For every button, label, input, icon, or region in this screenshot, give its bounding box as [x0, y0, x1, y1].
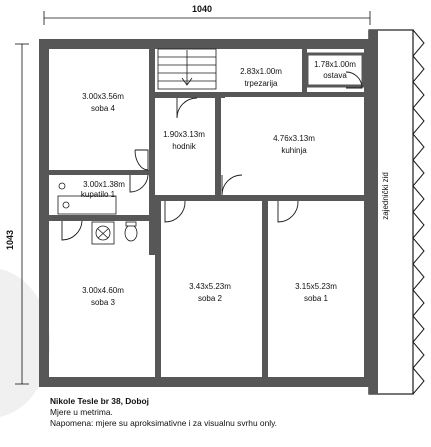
soba4-size: 3.00x3.56m [82, 92, 124, 101]
shared-wall-label: zajednički zid [381, 172, 390, 220]
soba2-size: 3.43x5.23m [189, 282, 231, 291]
room-kupatilo [81, 180, 125, 199]
soba2-name: soba 2 [197, 294, 223, 303]
hodnik-size: 1.90x3.13m [163, 130, 205, 139]
soba1-size: 3.15x5.23m [295, 282, 337, 291]
soba1-name: soba 1 [303, 294, 329, 303]
soba4-name: soba 4 [90, 104, 116, 113]
caption-note: Napomena: mjere su aproksimativne i za visualnu svrhu only. [50, 418, 278, 428]
room-ostava [314, 60, 356, 80]
caption-units: Mjere u metrima. [50, 407, 113, 417]
ostava-size: 1.78x1.00m [314, 60, 356, 69]
height-dimension-label: 1043 [5, 229, 15, 251]
trpezarija-size: 2.83x1.00m [240, 67, 282, 76]
room-soba3 [82, 286, 124, 307]
ostava-walls [307, 54, 363, 86]
kuhinja-name: kuhinja [281, 146, 307, 155]
kupatilo-size: 3.00x1.38m [83, 180, 125, 189]
soba3-name: soba 3 [90, 298, 116, 307]
hodnik-name: hodnik [172, 142, 196, 151]
caption-address: Nikole Tesle br 38, Doboj [50, 396, 149, 406]
room-soba1 [295, 282, 337, 303]
width-dimension-label: 1040 [191, 4, 213, 14]
kuhinja-size: 4.76x3.13m [273, 134, 315, 143]
soba3-size: 3.00x4.60m [82, 286, 124, 295]
height-dimension [15, 44, 29, 384]
trpezarija-name: trpezarija [244, 79, 278, 88]
shared-wall-zigzag [413, 30, 424, 394]
room-trpezarija [240, 67, 282, 88]
staircase [158, 49, 216, 89]
caption [50, 396, 425, 429]
ostava-name: ostava [323, 71, 347, 80]
room-soba2 [189, 282, 231, 303]
room-hodnik [163, 130, 205, 151]
room-kuhinja [273, 134, 315, 155]
room-soba4 [82, 92, 124, 113]
kupatilo-name: kupatilo 1 [80, 190, 116, 199]
